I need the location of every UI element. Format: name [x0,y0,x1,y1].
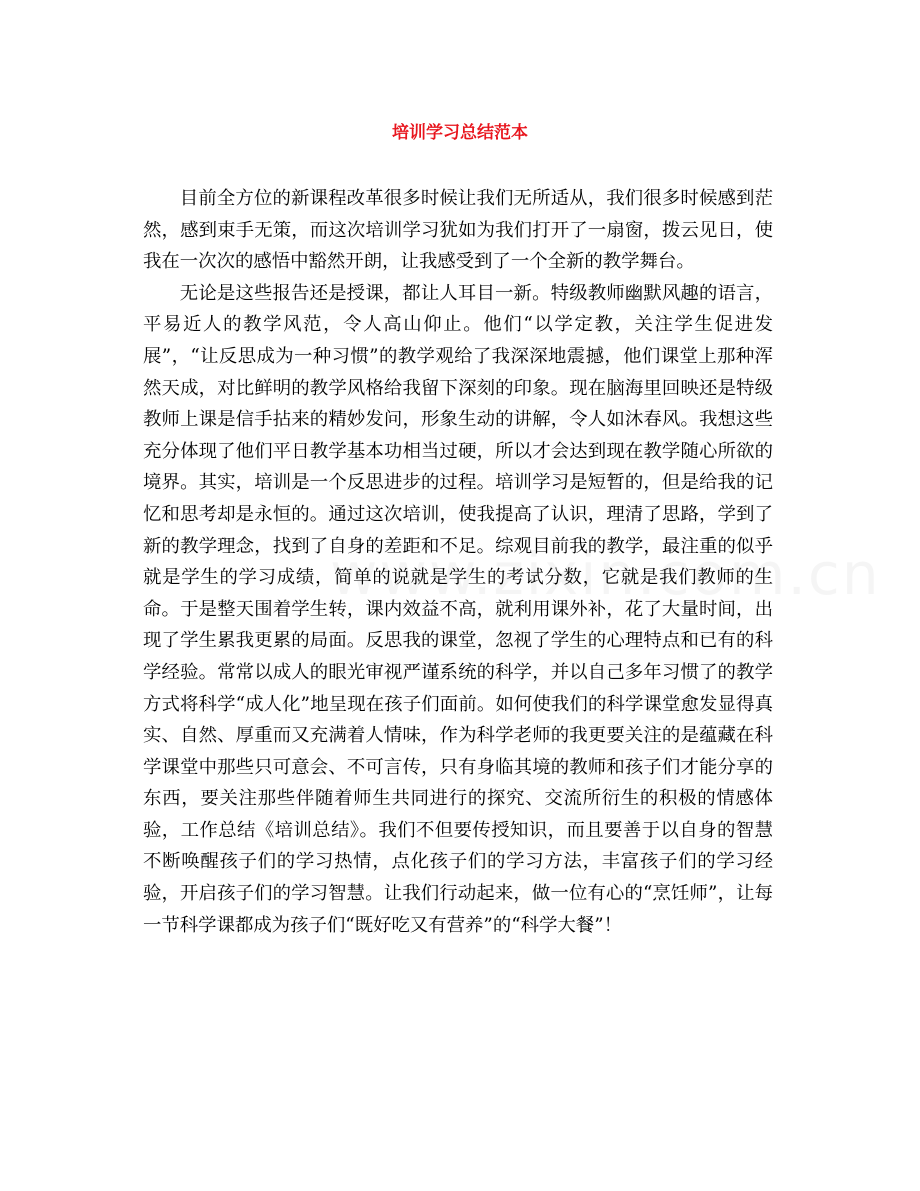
document-body [143,183,773,941]
paragraph-1: 目前全方位的新课程改革很多时候让我们无所适从，我们很多时候感到茫然，感到束手无策，而这次培训学习犹如为我们打开了一扇窗，拨云见日，使我在一次次的感悟中豁然开朗，让我感受到了一个全新的教学舞台。 [143,188,773,273]
paragraph-2: 无论是这些报告还是授课，都让人耳目一新。特级教师幽默风趣的语言，平易近人的教学风范，令人高山仰止。他们“以学定教，关注学生促进发展”，“让反思成为一种习惯”的教学观给了我深深地震撼，他们课堂上那种浑然天成，对比鲜明的教学风格给我留下深刻的印象。现在脑海里回映还是特级教师上课是信手拈来的精妙发问，形象生动的讲解，令人如沐春风。我想这些充分体现了他们平日教学基本功相当过硬，所以才会达到现在教学随心所欲的境界。其实，培训是一个反思进步的过程。培训学习是短暂的，但是给我的记忆和思考却是永恒的。通过这次培训，使我提高了认识，理清了思路，学到了新的教学理念，找到了自身的差距和不足。综观目前我的教学，最注重的似乎就是学生的学习成绩，简单的说就是学生的考试分数，它就是我们教师的生命。于是整天围着学生转，课内效益不高，就利用课外补，花了大量时间，出现了学生累我更累的局面。反思我的课堂，忽视了学生的心理特点和已有的科学经验。常常以成人的眼光审视严谨系统的科学，并以自己多年习惯了的教学方式将科学“成人化”地呈现在孩子们面前。如何使我们的科学课堂愈发显得真实、自然、厚重而又充满着人情味，作为科学老师的我更要关注的是蕴藏在科学课堂中那些只可意会、不可言传，只有身临其境的教师和孩子们才能分享的东西，要关注那些伴随着师生共同进行的探究、交流所衍生的积极的情感体验，工作总结《培训总结》。我们不但要传授知识，而且要善于以自身的智慧不断唤醒孩子们的学习热情，点化孩子们的学习方法，丰富孩子们的学习经验，开启孩子们的学习智慧。让我们行动起来，做一位有心的“烹饪师”，让每一节科学课都成为孩子们“既好吃又有营养”的“科学大餐”！ [143,282,773,936]
document-title: 培训学习总结范本 [392,123,528,143]
